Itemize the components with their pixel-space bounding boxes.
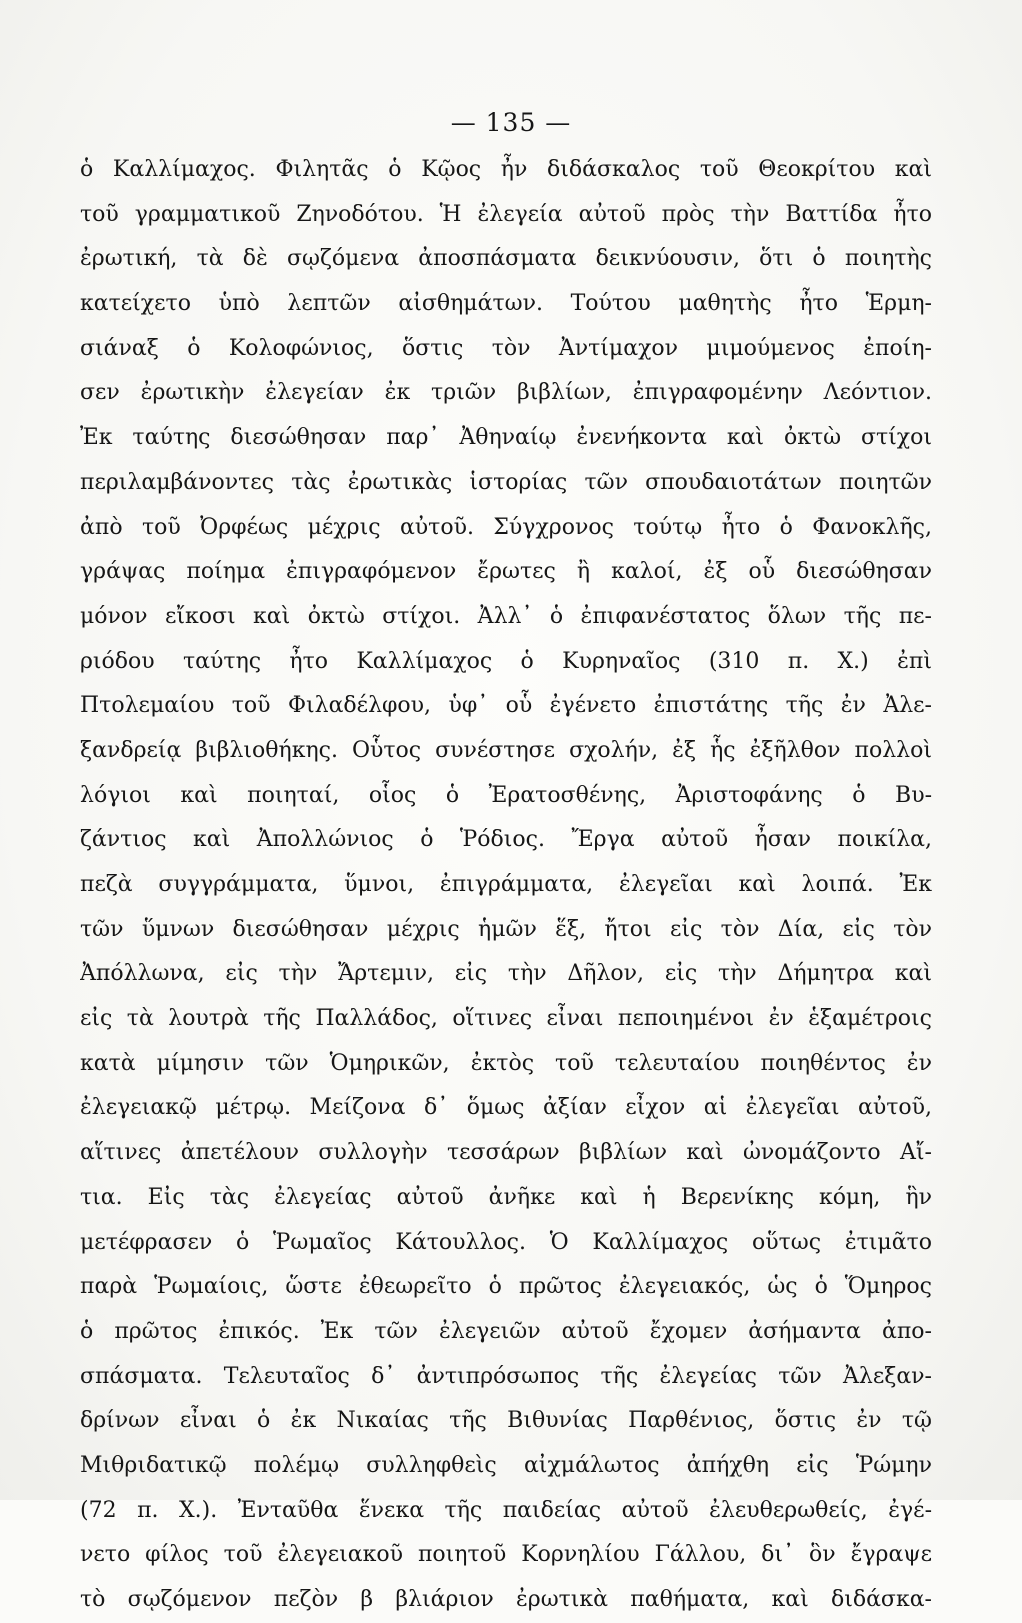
text-line: σπάσματα. Τελευταῖος δ᾽ ἀντιπρόσωπος τῆς ἐλεγείας τῶν Ἀλεξαν- <box>80 1363 932 1389</box>
body-text <box>80 148 932 1623</box>
text-line: πεζὰ συγγράμματα, ὕμνοι, ἐπιγράμματα, ἐλεγεῖαι καὶ λοιπά. Ἐκ <box>80 872 932 897</box>
text-line: Μιθριδατικῷ πολέμῳ συλληφθεὶς αἰχμάλωτος ἀπήχθη εἰς Ῥώμην <box>80 1452 932 1478</box>
text-line: ξανδρείᾳ βιβλιοθήκης. Οὗτος συνέστησε σχολήν, ἐξ ἧς ἐξῆλθον πολλοὶ <box>80 737 932 763</box>
text-line: Πτολεμαίου τοῦ Φιλαδέλφου, ὑφ᾽ οὗ ἐγένετο ἐπιστάτης τῆς ἐν Ἀλε- <box>80 693 932 719</box>
text-line: ὁ Καλλίμαχος. Φιλητᾶς ὁ Κῷος ἦν διδάσκαλος τοῦ Θεοκρίτου καὶ <box>80 157 932 182</box>
text-line: παρὰ Ῥωμαίοις, ὥστε ἐθεωρεῖτο ὁ πρῶτος ἐλεγειακός, ὡς ὁ Ὅμηρος <box>80 1274 932 1300</box>
text-line: τια. Εἰς τὰς ἐλεγείας αὐτοῦ ἀνῆκε καὶ ἡ Βερενίκης κόμη, ἣν <box>80 1184 932 1210</box>
text-line: δρίνων εἶναι ὁ ἐκ Νικαίας τῆς Βιθυνίας Παρθένιος, ὅστις ἐν τῷ <box>80 1408 932 1434</box>
text-line: ἐρωτική, τὰ δὲ σῳζόμενα ἀποσπάσματα δεικνύουσιν, ὅτι ὁ ποιητὴς <box>80 246 932 272</box>
text-line: ἀπὸ τοῦ Ὀρφέως μέχρις αὐτοῦ. Σύγχρονος τούτῳ ἦτο ὁ Φανοκλῆς, <box>80 514 932 540</box>
text-line: τὸ σῳζόμενον πεζὸν β βλιάριον ἐρωτικὰ παθήματα, καὶ διδάσκα- <box>80 1587 932 1612</box>
text-line: ριόδου ταύτης ἦτο Καλλίμαχος ὁ Κυρηναῖος (310 π. Χ.) ἐπὶ <box>80 648 932 674</box>
text-line: περιλαμβάνοντες τὰς ἐρωτικὰς ἱστορίας τῶν σπουδαιοτάτων ποιητῶν <box>80 469 932 495</box>
text-line: μόνον εἴκοσι καὶ ὀκτὼ στίχοι. Ἀλλ᾽ ὁ ἐπιφανέστατος ὅλων τῆς πε- <box>80 603 932 629</box>
text-line: ἐλεγειακῷ μέτρῳ. Μείζονα δ᾽ ὅμως ἀξίαν εἶχον αἱ ἐλεγεῖαι αὐτοῦ, <box>80 1095 932 1121</box>
text-line: σιάναξ ὁ Κολοφώνιος, ὅστις τὸν Ἀντίμαχον μιμούμενος ἐποίη- <box>80 335 932 361</box>
text-line: σεν ἐρωτικὴν ἐλεγείαν ἐκ τριῶν βιβλίων, ἐπιγραφομένην Λεόντιον. <box>80 380 932 406</box>
text-line: τῶν ὕμνων διεσώθησαν μέχρις ἡμῶν ἕξ, ἤτοι εἰς τὸν Δία, εἰς τὸν <box>80 916 932 942</box>
text-line: τοῦ γραμματικοῦ Ζηνοδότου. Ἡ ἐλεγεία αὐτοῦ πρὸς τὴν Βαττίδα ἦτο <box>80 201 932 227</box>
text-line: λόγιοι καὶ ποιηταί, οἷος ὁ Ἐρατοσθένης, Ἀριστοφάνης ὁ Βυ- <box>80 782 932 808</box>
text-line: (72 π. Χ.). Ἐνταῦθα ἕνεκα τῆς παιδείας αὐτοῦ ἐλευθερωθείς, ἐγέ- <box>80 1497 932 1523</box>
text-line: νετο φίλος τοῦ ἐλεγειακοῦ ποιητοῦ Κορνηλίου Γάλλου, δι᾽ ὃν ἔγραψε <box>80 1542 932 1568</box>
text-line: ζάντιος καὶ Ἀπολλώνιος ὁ Ῥόδιος. Ἔργα αὐτοῦ ἦσαν ποικίλα, <box>80 827 932 853</box>
text-line: εἰς τὰ λουτρὰ τῆς Παλλάδος, οἵτινες εἶναι πεποιημένοι ἐν ἑξαμέτροις <box>80 1006 932 1032</box>
page-number: — 135 — <box>450 108 572 137</box>
text-line: κατὰ μίμησιν τῶν Ὁμηρικῶν, ἐκτὸς τοῦ τελευταίου ποιηθέντος ἐν <box>80 1050 932 1076</box>
text-line: αἵτινες ἀπετέλουν συλλογὴν τεσσάρων βιβλίων καὶ ὠνομάζοντο Αἴ- <box>80 1140 932 1166</box>
text-line: Ἀπόλλωνα, εἰς τὴν Ἄρτεμιν, εἰς τὴν Δῆλον, εἰς τὴν Δήμητρα καὶ <box>80 961 932 987</box>
text-line: μετέφρασεν ὁ Ῥωμαῖος Κάτουλλος. Ὁ Καλλίμαχος οὕτως ἐτιμᾶτο <box>80 1229 932 1255</box>
text-line: κατείχετο ὑπὸ λεπτῶν αἰσθημάτων. Τούτου μαθητὴς ἦτο Ἑρμη- <box>80 291 932 317</box>
text-line: ὁ πρῶτος ἐπικός. Ἐκ τῶν ἐλεγειῶν αὐτοῦ ἔχομεν ἀσήμαντα ἀπο- <box>80 1318 932 1344</box>
text-line: Ἐκ ταύτης διεσώθησαν παρ᾽ Ἀθηναίῳ ἐνενήκοντα καὶ ὀκτὼ στίχοι <box>80 425 932 451</box>
text-line: γράψας ποίημα ἐπιγραφόμενον ἔρωτες ἢ καλοί, ἐξ οὗ διεσώθησαν <box>80 559 932 585</box>
